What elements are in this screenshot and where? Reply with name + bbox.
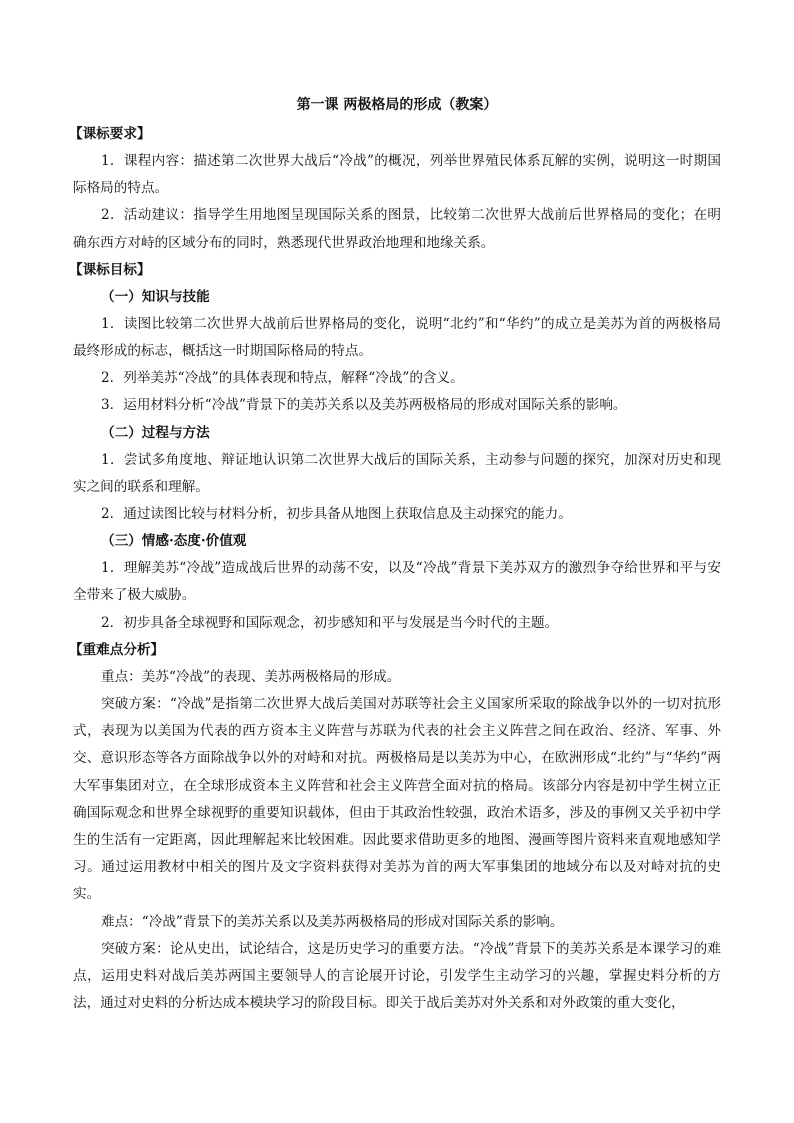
paragraph: 2．活动建议：指导学生用地图呈现国际关系的图景，比较第二次世界大战前后世界格局的变化；在明确东西方对峙的区域分布的同时，熟悉现代世界政治地理和地缘关系。 — [73, 207, 721, 251]
paragraph-key-point: 重点：美苏“冷战”的表现、美苏两极格局的形成。 — [101, 668, 401, 685]
paragraph: 2．初步具备全球视野和国际观念，初步感知和平与发展是当今时代的主题。 — [101, 614, 559, 631]
subsection-heading-values: （三）情感·态度·价值观 — [101, 533, 247, 550]
paragraph: 1．读图比较第二次世界大战前后世界格局的变化，说明“北约”和“华约”的成立是美苏为首的两极格局最终形成的标志，概括这一时期国际格局的特点。 — [73, 315, 721, 360]
paragraph: 1．理解美苏“冷战”造成战后世界的动荡不安，以及“冷战”背景下美苏双方的激烈争夺给世界和平与安全带来了极大威胁。 — [73, 560, 721, 604]
section-heading-key-points: 【重难点分析】 — [69, 641, 165, 658]
section-heading-requirements: 【课标要求】 — [69, 126, 151, 142]
subsection-heading-process: （二）过程与方法 — [101, 424, 210, 441]
paragraph: 1．尝试多角度地、辩证地认识第二次世界大战后的国际关系，主动参与问题的探究，加深对历史和现实之间的联系和理解。 — [73, 451, 721, 495]
paragraph: 1．课程内容：描述第二次世界大战后“冷战”的概况，列举世界殖民体系瓦解的实例，说明这一时期国际格局的特点。 — [73, 153, 721, 197]
paragraph: 2．列举美苏“冷战”的具体表现和特点，解释“冷战”的含义。 — [101, 370, 464, 387]
section-heading-objectives: 【课标目标】 — [69, 261, 151, 278]
paragraph-solution: 突破方案：论从史出，试论结合，这是历史学习的重要方法。“冷战”背景下的美苏关系是本课学习的难点，运用史料对战后美苏两国主要领导人的言论展开讨论，引发学生主动学习的兴趣，掌握史料分析的方法，通过对史料的分析达成本模块学习的阶段目标。即关于战后美苏对外关系和对外政策的重大变化， — [73, 940, 721, 1012]
paragraph-difficulty: 难点：“冷战”背景下的美苏关系以及美苏两极格局的形成对国际关系的影响。 — [101, 913, 564, 930]
paragraph-solution: 突破方案：“冷战”是指第二次世界大战后美国对苏联等社会主义国家所采取的除战争以外的一切对抗形式，表现为以美国为代表的西方资本主义阵营与苏联为代表的社会主义阵营之间在政治、经济、军事、外交、意识形态等各方面除战争以外的对峙和对抗。两极格局是以美苏为中心，在欧洲形成“北约”与“华约”两大军事集团对立，在全球形成资本主义阵营和社会主义阵营全面对抗的格局。该部分内容是初中学生树立正确国际观念和世界全球视野的重要知识载体，但由于其政治性较强，政治术语多，涉及的事例又关乎初中学生的生活有一定距离，因此理解起来比较困难。因此要求借助更多的地图、漫画等图片资料来直观地感知学习。通过运用教材中相关的图片及文字资料获得对美苏为首的两大军事集团的地域分布以及对峙对抗的史实。 — [73, 696, 721, 903]
page-title: 第一课 两极格局的形成（教案） — [296, 97, 498, 113]
paragraph: 2．通过读图比较与材料分析，初步具备从地图上获取信息及主动探究的能力。 — [101, 506, 572, 523]
paragraph: 3．运用材料分析“冷战”背景下的美苏关系以及美苏两极格局的形成对国际关系的影响。 — [101, 397, 627, 414]
document-page — [69, 92, 721, 1017]
subsection-heading-knowledge: （一）知识与技能 — [101, 288, 210, 305]
